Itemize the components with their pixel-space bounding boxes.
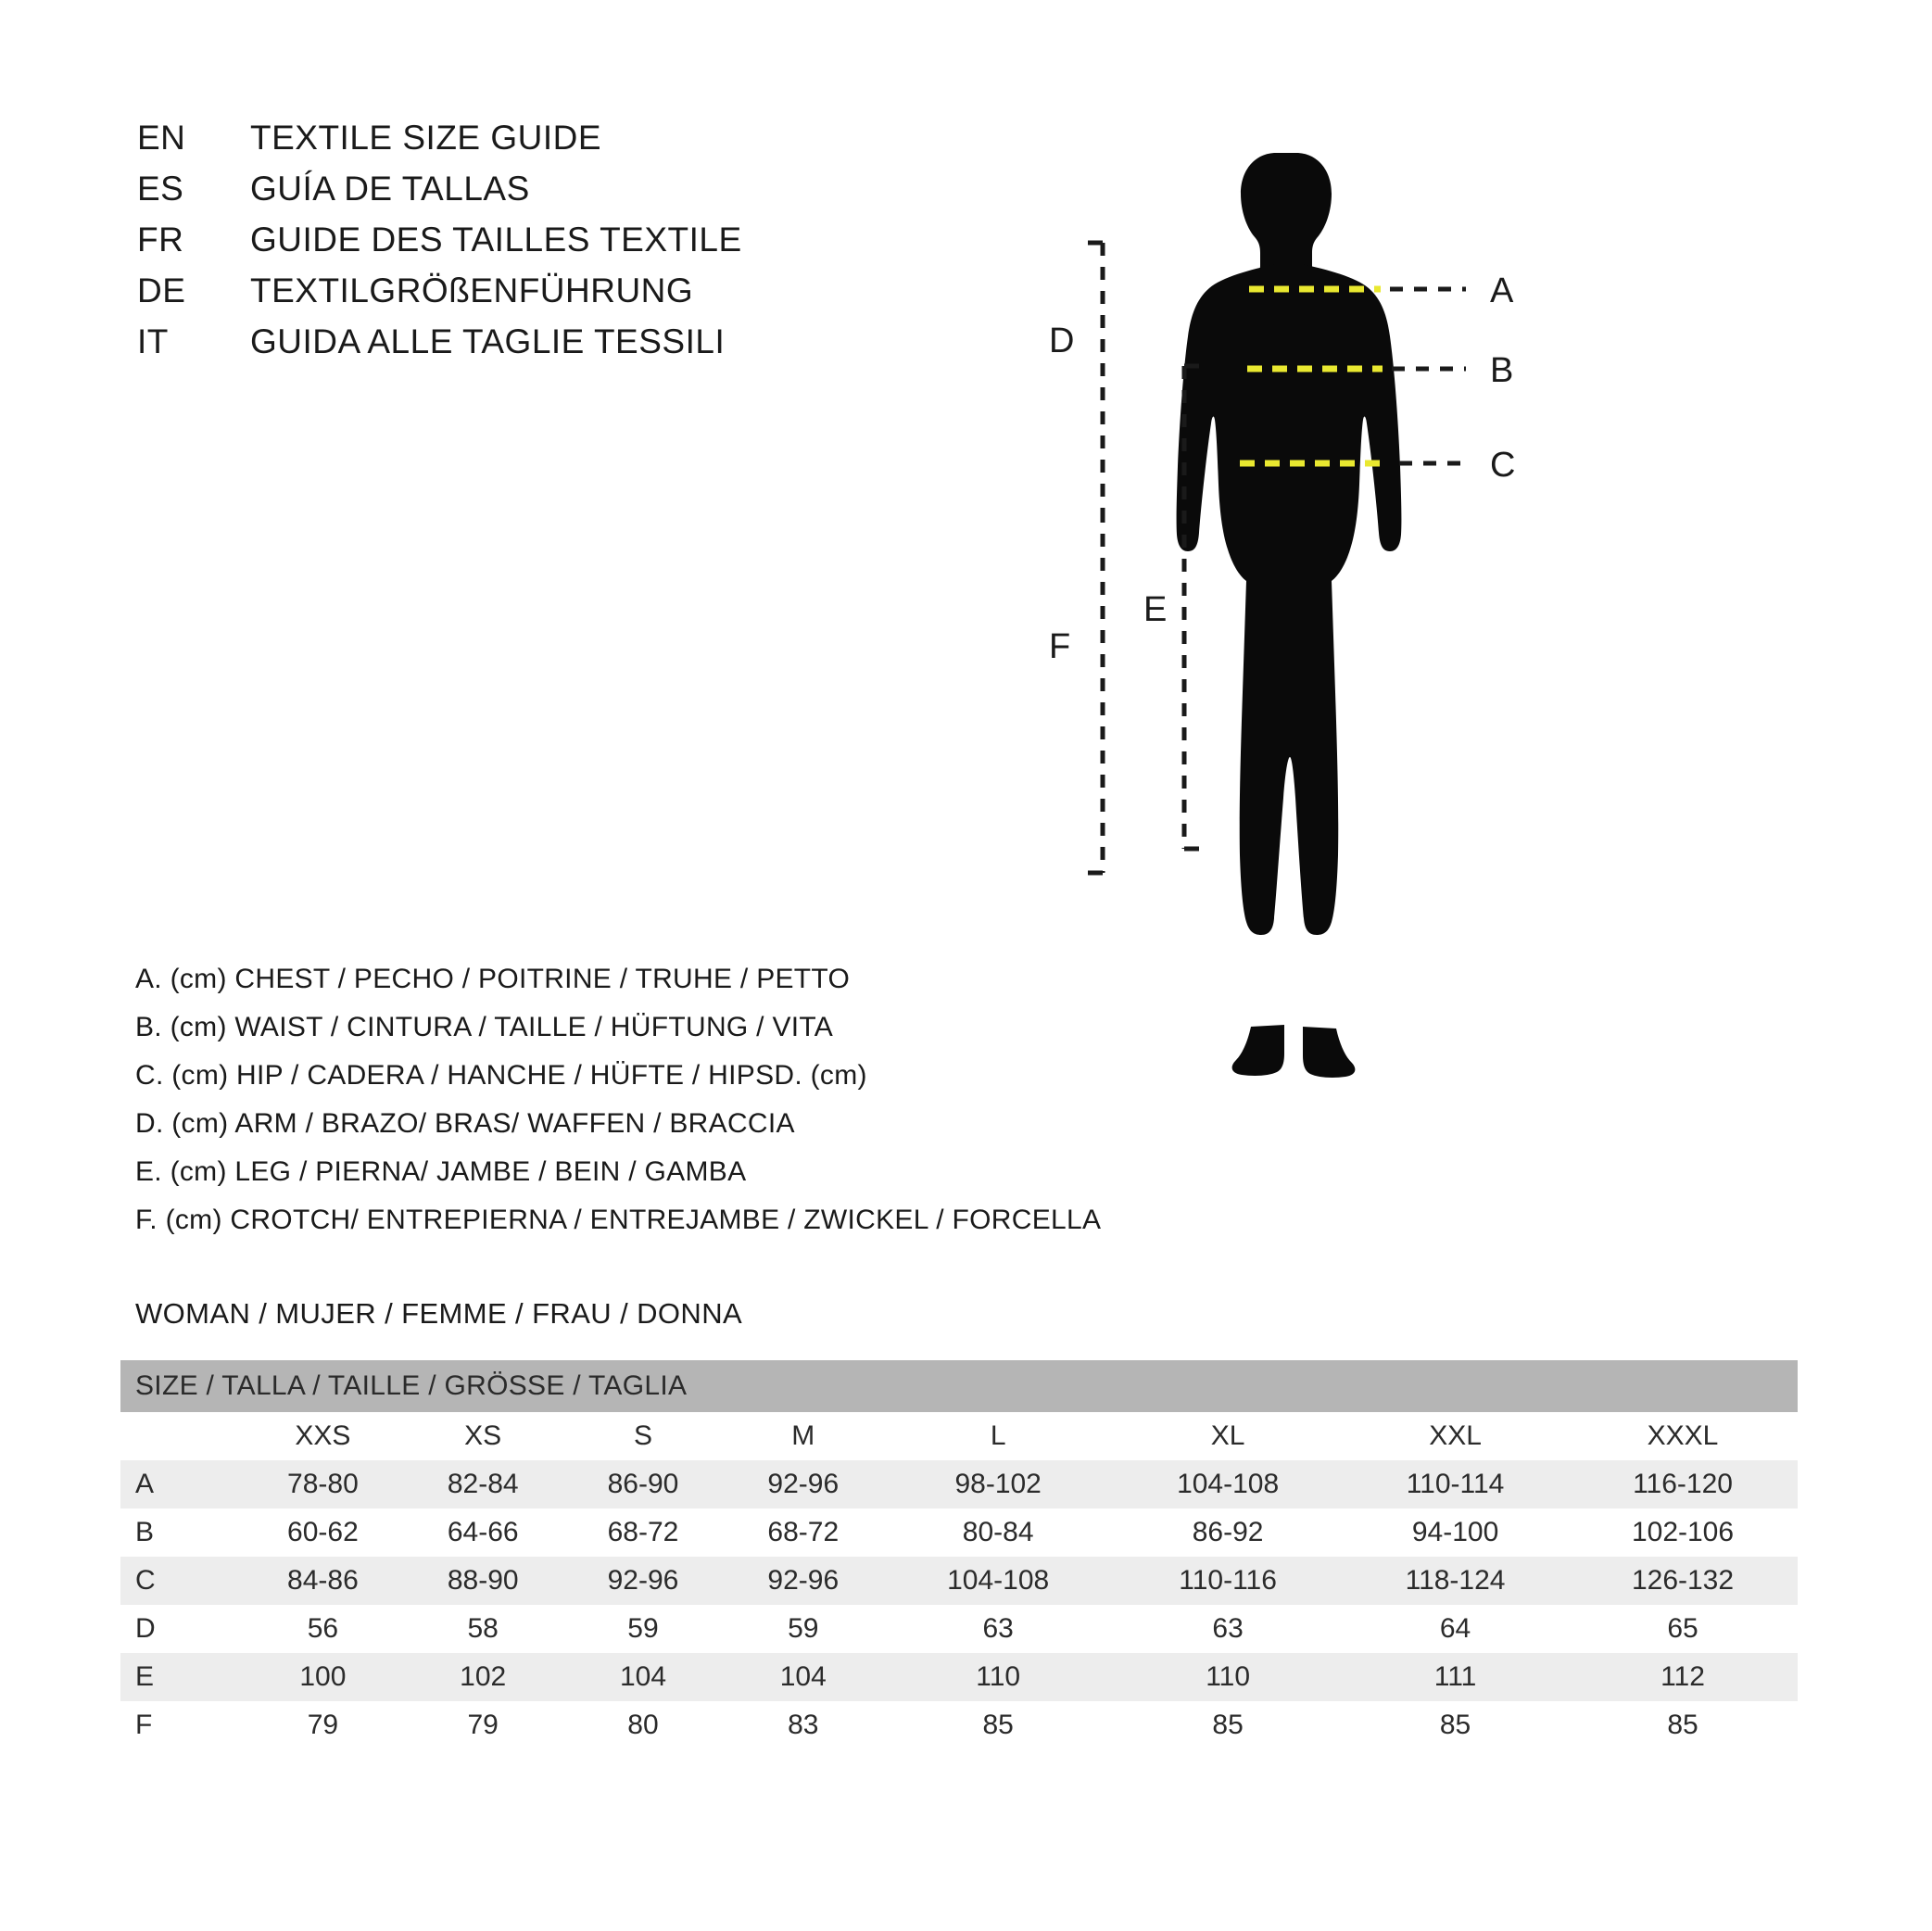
bracket-label-e: E <box>1143 590 1168 629</box>
title-row <box>137 170 742 221</box>
legend-block <box>135 964 1101 1253</box>
cell-d-m: 59 <box>723 1605 883 1653</box>
title-text-de: TEXTILGRÖßENFÜHRUNG <box>250 271 694 309</box>
cell-e-xxxl: 112 <box>1568 1653 1798 1701</box>
size-table <box>120 1360 1798 1749</box>
cell-f-l: 85 <box>883 1701 1113 1749</box>
table-row <box>120 1557 1798 1605</box>
cell-e-xl: 110 <box>1113 1653 1343 1701</box>
measurement-diagram <box>1049 74 1844 1186</box>
legend-item-c: C. (cm) HIP / CADERA / HANCHE / HÜFTE / HIPSD. (cm) <box>135 1060 867 1091</box>
legend-item-e: E. (cm) LEG / PIERNA/ JAMBE / BEIN / GAMBA <box>135 1156 747 1187</box>
cell-c-xs: 88-90 <box>403 1557 563 1605</box>
table-header-row <box>120 1360 1798 1412</box>
row-label-f: F <box>120 1701 243 1749</box>
row-label-a: A <box>120 1460 243 1508</box>
cell-b-l: 80-84 <box>883 1508 1113 1557</box>
title-row <box>137 271 742 322</box>
cell-e-xs: 102 <box>403 1653 563 1701</box>
cell-b-xs: 64-66 <box>403 1508 563 1557</box>
title-row <box>137 119 742 170</box>
cell-d-xs: 58 <box>403 1605 563 1653</box>
cell-e-xxs: 100 <box>243 1653 403 1701</box>
cell-e-s: 104 <box>563 1653 724 1701</box>
title-text-fr: GUIDE DES TAILLES TEXTILE <box>250 221 742 259</box>
legend-item-a: A. (cm) CHEST / PECHO / POITRINE / TRUHE / PETTO <box>135 964 851 994</box>
cell-a-xs: 82-84 <box>403 1460 563 1508</box>
cell-c-xxxl: 126-132 <box>1568 1557 1798 1605</box>
size-header-xxs: XXS <box>243 1412 403 1460</box>
title-block <box>137 119 742 373</box>
size-header-xs: XS <box>403 1412 563 1460</box>
size-row-corner <box>120 1412 243 1460</box>
title-lang-it: IT <box>137 322 169 360</box>
title-text-it: GUIDA ALLE TAGLIE TESSILI <box>250 322 726 360</box>
cell-f-xxs: 79 <box>243 1701 403 1749</box>
table-row <box>120 1701 1798 1749</box>
size-header-l: L <box>883 1412 1113 1460</box>
title-lang-en: EN <box>137 119 186 157</box>
size-header-s: S <box>563 1412 724 1460</box>
cell-c-xxs: 84-86 <box>243 1557 403 1605</box>
cell-c-xl: 110-116 <box>1113 1557 1343 1605</box>
cell-d-xl: 63 <box>1113 1605 1343 1653</box>
cell-a-xl: 104-108 <box>1113 1460 1343 1508</box>
cell-a-s: 86-90 <box>563 1460 724 1508</box>
cell-f-xxxl: 85 <box>1568 1701 1798 1749</box>
cell-d-xxs: 56 <box>243 1605 403 1653</box>
cell-d-s: 59 <box>563 1605 724 1653</box>
cell-b-xl: 86-92 <box>1113 1508 1343 1557</box>
cell-a-xxxl: 116-120 <box>1568 1460 1798 1508</box>
cell-d-l: 63 <box>883 1605 1113 1653</box>
cell-d-xxl: 64 <box>1343 1605 1568 1653</box>
cell-f-xxl: 85 <box>1343 1701 1568 1749</box>
legend-item-f: F. (cm) CROTCH/ ENTREPIERNA / ENTREJAMBE / ZWICKEL / FORCELLA <box>135 1205 1102 1235</box>
size-header-xxl: XXL <box>1343 1412 1568 1460</box>
bracket-label-f: F <box>1049 627 1071 666</box>
cell-a-m: 92-96 <box>723 1460 883 1508</box>
table-row-size-headers <box>120 1412 1798 1460</box>
size-header-m: M <box>723 1412 883 1460</box>
row-label-b: B <box>120 1508 243 1557</box>
cell-a-xxs: 78-80 <box>243 1460 403 1508</box>
cell-c-l: 104-108 <box>883 1557 1113 1605</box>
title-text-en: TEXTILE SIZE GUIDE <box>250 119 602 157</box>
title-text-es: GUÍA DE TALLAS <box>250 170 530 208</box>
table-row <box>120 1460 1798 1508</box>
cell-b-s: 68-72 <box>563 1508 724 1557</box>
row-label-e: E <box>120 1653 243 1701</box>
cell-e-l: 110 <box>883 1653 1113 1701</box>
cell-c-m: 92-96 <box>723 1557 883 1605</box>
title-row <box>137 221 742 271</box>
cell-f-m: 83 <box>723 1701 883 1749</box>
cell-f-xl: 85 <box>1113 1701 1343 1749</box>
size-header-xxxl: XXXL <box>1568 1412 1798 1460</box>
cell-c-xxl: 118-124 <box>1343 1557 1568 1605</box>
cell-b-m: 68-72 <box>723 1508 883 1557</box>
table-title: SIZE / TALLA / TAILLE / GRÖSSE / TAGLIA <box>120 1360 1798 1412</box>
group-caption: WOMAN / MUJER / FEMME / FRAU / DONNA <box>135 1297 743 1330</box>
title-lang-es: ES <box>137 170 184 208</box>
legend-item-d: D. (cm) ARM / BRAZO/ BRAS/ WAFFEN / BRACCIA <box>135 1108 795 1139</box>
title-row <box>137 322 742 373</box>
legend-item-b: B. (cm) WAIST / CINTURA / TAILLE / HÜFTUNG / VITA <box>135 1012 834 1042</box>
cell-b-xxs: 60-62 <box>243 1508 403 1557</box>
table-row <box>120 1653 1798 1701</box>
table-row <box>120 1605 1798 1653</box>
cell-e-xxl: 111 <box>1343 1653 1568 1701</box>
cell-a-l: 98-102 <box>883 1460 1113 1508</box>
title-lang-de: DE <box>137 271 186 309</box>
cell-f-s: 80 <box>563 1701 724 1749</box>
cell-f-xs: 79 <box>403 1701 563 1749</box>
callout-label-b: B <box>1490 351 1514 390</box>
table-row <box>120 1508 1798 1557</box>
bracket-label-d: D <box>1049 322 1075 360</box>
cell-b-xxl: 94-100 <box>1343 1508 1568 1557</box>
callout-label-c: C <box>1490 446 1516 485</box>
row-label-c: C <box>120 1557 243 1605</box>
row-label-d: D <box>120 1605 243 1653</box>
cell-e-m: 104 <box>723 1653 883 1701</box>
cell-c-s: 92-96 <box>563 1557 724 1605</box>
cell-d-xxxl: 65 <box>1568 1605 1798 1653</box>
size-header-xl: XL <box>1113 1412 1343 1460</box>
cell-a-xxl: 110-114 <box>1343 1460 1568 1508</box>
callout-label-a: A <box>1490 271 1514 310</box>
title-lang-fr: FR <box>137 221 184 259</box>
cell-b-xxxl: 102-106 <box>1568 1508 1798 1557</box>
